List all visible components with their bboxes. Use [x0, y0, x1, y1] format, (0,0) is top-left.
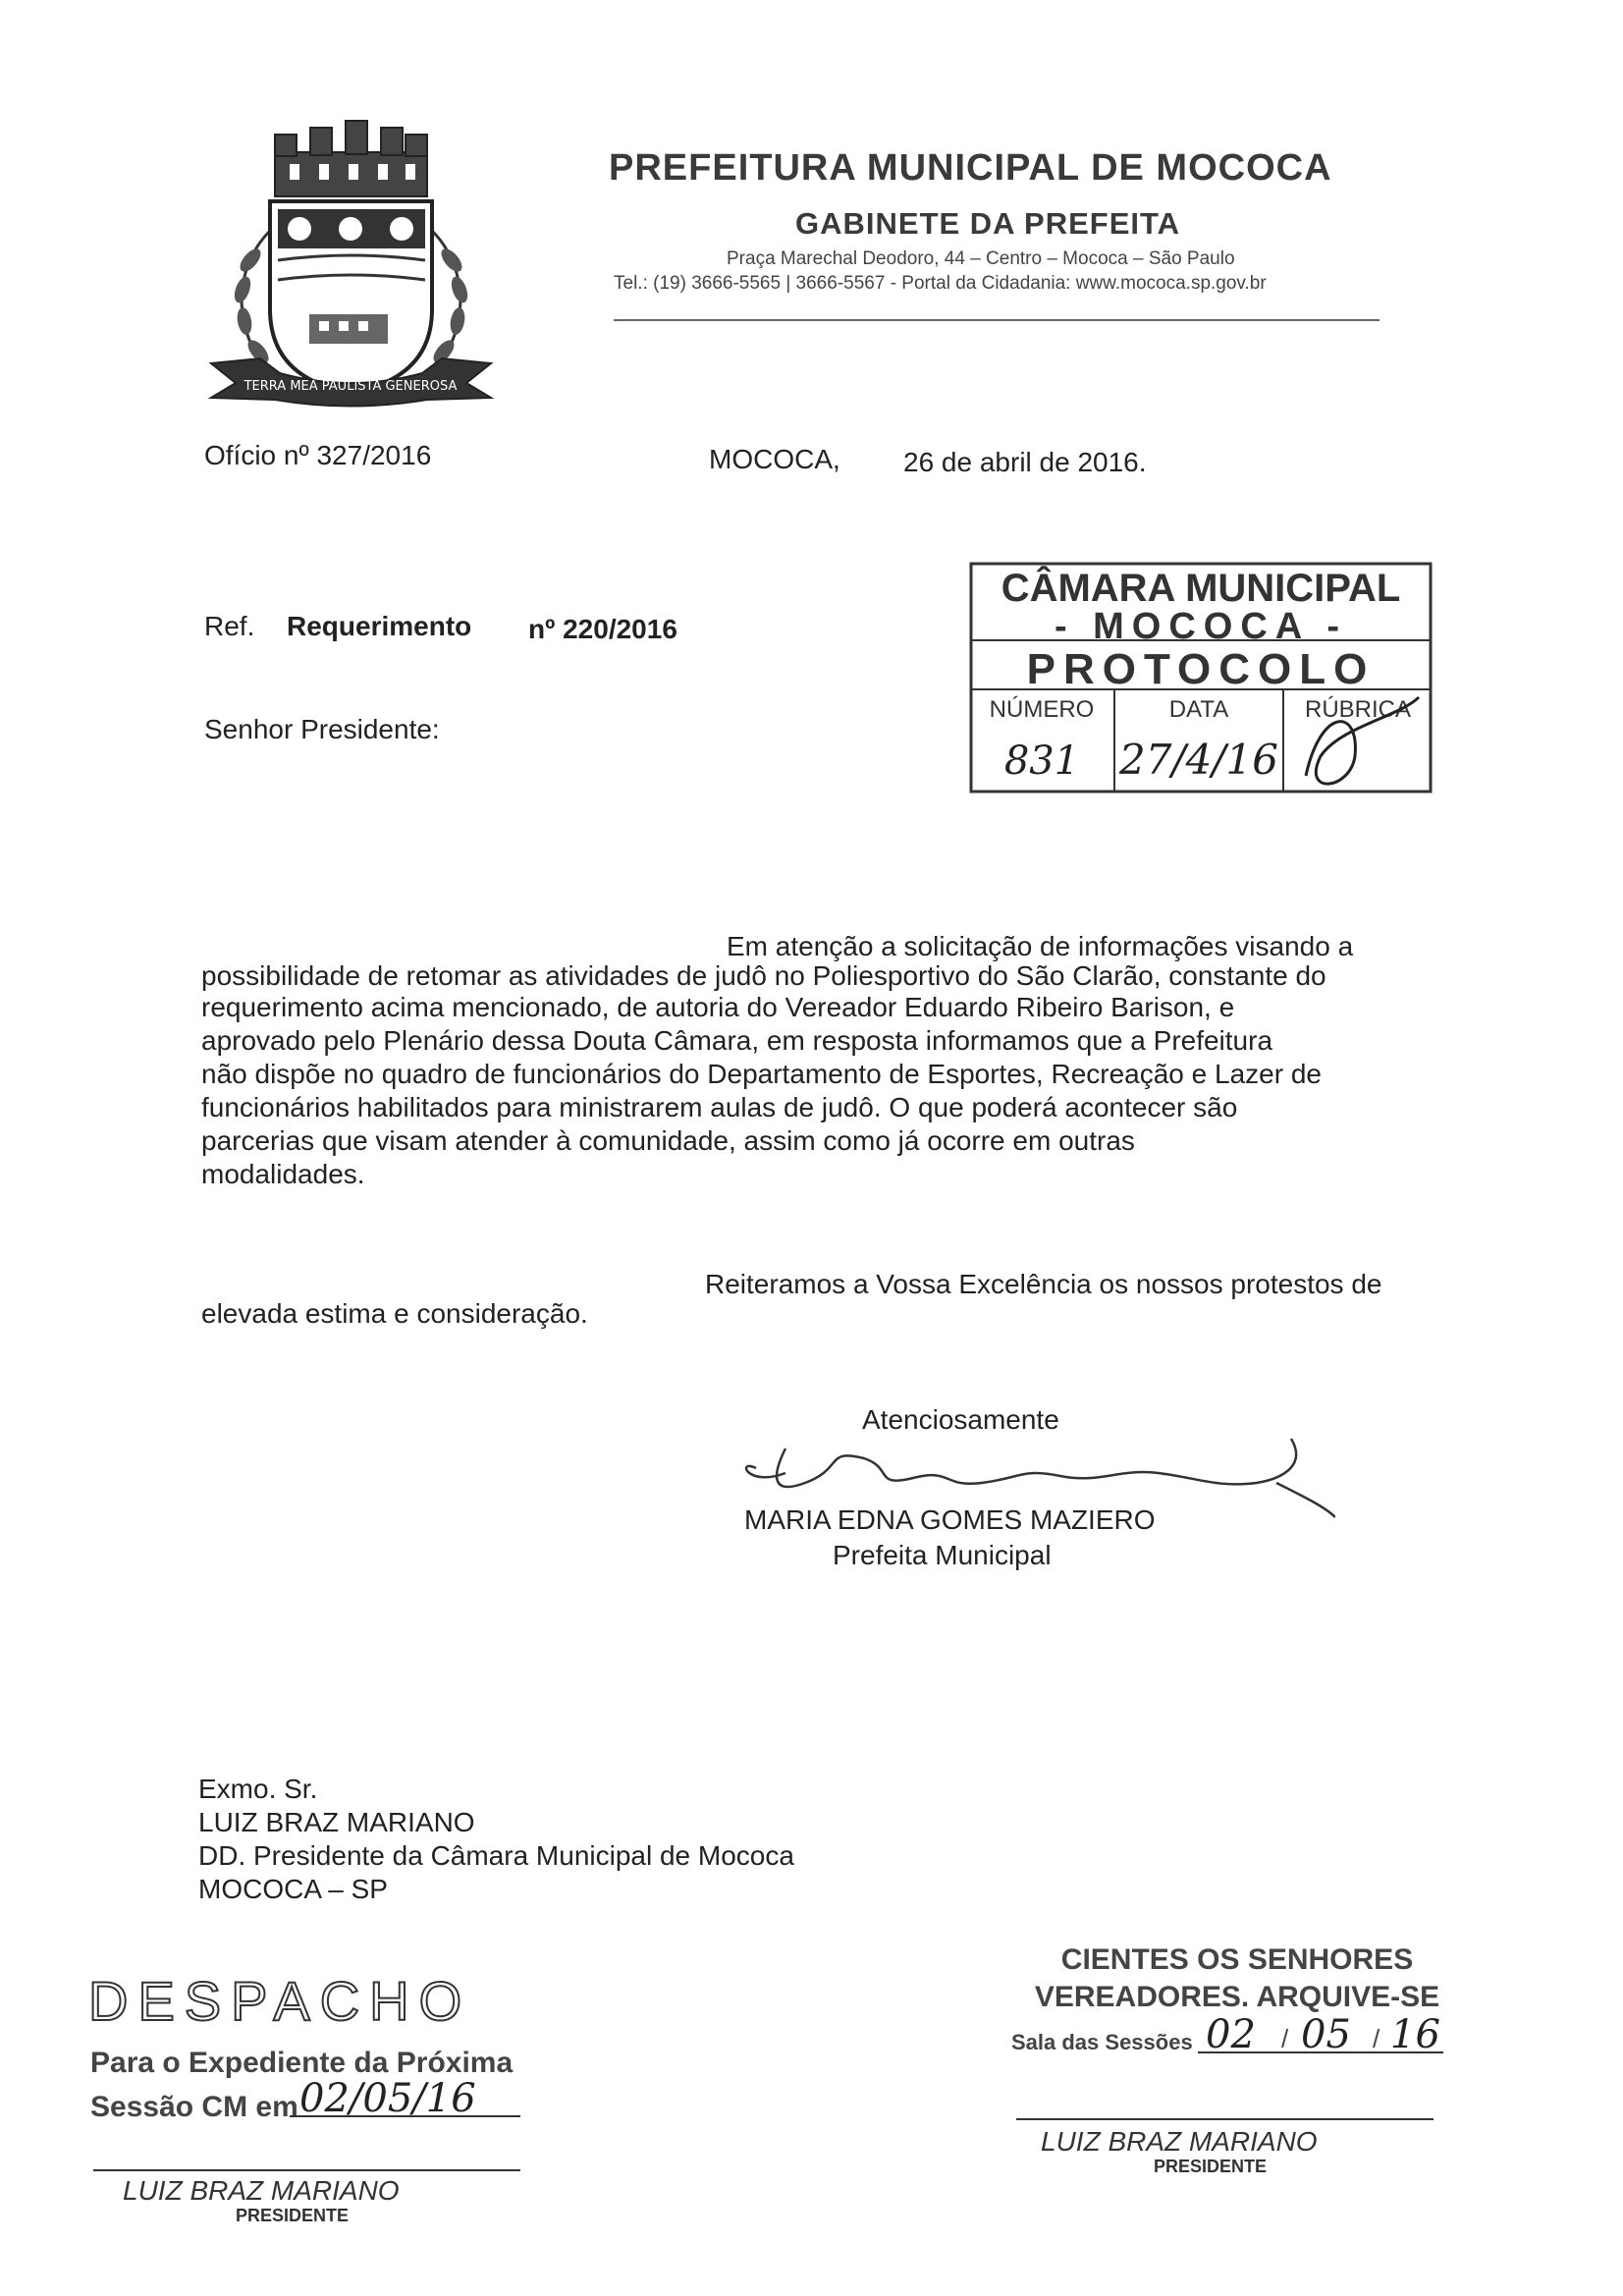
recipient-salutation: Exmo. Sr.: [198, 1774, 318, 1804]
letter-date: 26 de abril de 2016.: [903, 447, 1147, 477]
office-subtitle: GABINETE DA PREFEITA: [795, 206, 1181, 241]
body-line: não dispõe no quadro de funcionários do Departamento de Esportes, Recreação e Lazer de: [201, 1059, 1322, 1089]
cientes-date-month: 05: [1301, 2012, 1351, 2057]
stamp-col-rubrica: RÚBRICA: [1304, 696, 1412, 723]
header-divider: [614, 319, 1380, 321]
closing-line-2: elevada estima e consideração.: [201, 1298, 588, 1329]
date-separator: /: [1281, 2024, 1289, 2053]
stamp-protocol-title: PROTOCOLO: [1026, 645, 1376, 693]
institution-title: PREFEITURA MUNICIPAL DE MOCOCA: [609, 147, 1332, 189]
body-line: modalidades.: [201, 1159, 365, 1189]
despacho-line-1: Para o Expediente da Próxima: [90, 2047, 514, 2079]
cientes-date-year: 16: [1390, 2012, 1440, 2057]
body-line: requerimento acima mencionado, de autoria do Vereador Eduardo Ribeiro Barison, e: [201, 992, 1235, 1022]
ref-label: Ref.: [204, 611, 255, 641]
stamp-col-data: DATA: [1168, 696, 1229, 723]
cientes-signer-name: LUIZ BRAZ MARIANO: [1041, 2126, 1318, 2157]
protocol-stamp: [967, 560, 1436, 795]
signer-name: MARIA EDNA GOMES MAZIERO: [744, 1504, 1156, 1535]
body-line: Em atenção a solicitação de informações visando a: [727, 931, 1354, 961]
cientes-date-day: 02: [1206, 2012, 1256, 2057]
body-line: possibilidade de retomar as atividades de judô no Poliesportivo do São Clarão, constante do: [201, 960, 1326, 991]
oficio-number: Ofício nº 327/2016: [204, 440, 432, 470]
signer-title: Prefeita Municipal: [833, 1540, 1052, 1570]
letter-place: MOCOCA,: [709, 444, 840, 474]
closing-line-1: Reiteramos a Vossa Excelência os nossos protestos de: [705, 1269, 1382, 1299]
despacho-signer-name: LUIZ BRAZ MARIANO: [123, 2175, 400, 2206]
body-line: parcerias que visam atender à comunidade, assim como já ocorre em outras: [201, 1125, 1135, 1156]
recipient-name: LUIZ BRAZ MARIANO: [198, 1807, 475, 1837]
despacho-stamp: [88, 1969, 540, 2224]
despacho-date: 02/05/16: [299, 2076, 476, 2121]
stamp-col-numero: NÚMERO: [989, 696, 1095, 723]
cientes-signer-role: PRESIDENTE: [1154, 2157, 1268, 2175]
stamp-data-value: 27/4/16: [1119, 736, 1278, 784]
stamp-numero-value: 831: [1003, 738, 1080, 784]
recipient-city: MOCOCA – SP: [198, 1874, 388, 1904]
crest-motto: TERRA MEA PAULISTA GENEROSA: [243, 379, 458, 394]
recipient-role: DD. Presidente da Câmara Municipal de Mococa: [198, 1840, 794, 1871]
salutation: Senhor Presidente:: [204, 714, 440, 744]
despacho-line-2: Sessão CM em: [90, 2091, 298, 2123]
cientes-line-2: VEREADORES. ARQUIVE-SE: [1034, 1981, 1440, 2013]
cientes-line-3: Sala das Sessões: [1011, 2030, 1193, 2054]
stamp-city: - MOCOCA -: [1054, 606, 1348, 647]
ref-document: Requerimento: [287, 611, 472, 641]
date-separator: /: [1373, 2024, 1380, 2053]
municipal-crest-logo: [201, 113, 501, 422]
body-line: aprovado pelo Plenário dessa Douta Câmara, em resposta informamos que a Prefeitura: [201, 1025, 1273, 1056]
cientes-line-1: CIENTES OS SENHORES: [1060, 1943, 1414, 1976]
despacho-title: DESPACHO: [88, 1970, 472, 2032]
despacho-signer-role: PRESIDENTE: [236, 2206, 350, 2224]
regards: Atenciosamente: [862, 1404, 1059, 1435]
body-line: funcionários habilitados para ministrarem aulas de judô. O que poderá acontecer são: [201, 1092, 1238, 1122]
cientes-stamp: [1001, 1930, 1473, 2175]
stamp-chamber-name: CÂMARA MUNICIPAL: [1001, 567, 1401, 610]
ref-number: nº 220/2016: [528, 614, 677, 644]
office-phone: Tel.: (19) 3666-5565 | 3666-5567 - Portal da Cidadania: www.mococa.sp.gov.br: [614, 273, 1267, 294]
office-address: Praça Marechal Deodoro, 44 – Centro – Mococa – São Paulo: [727, 248, 1235, 269]
